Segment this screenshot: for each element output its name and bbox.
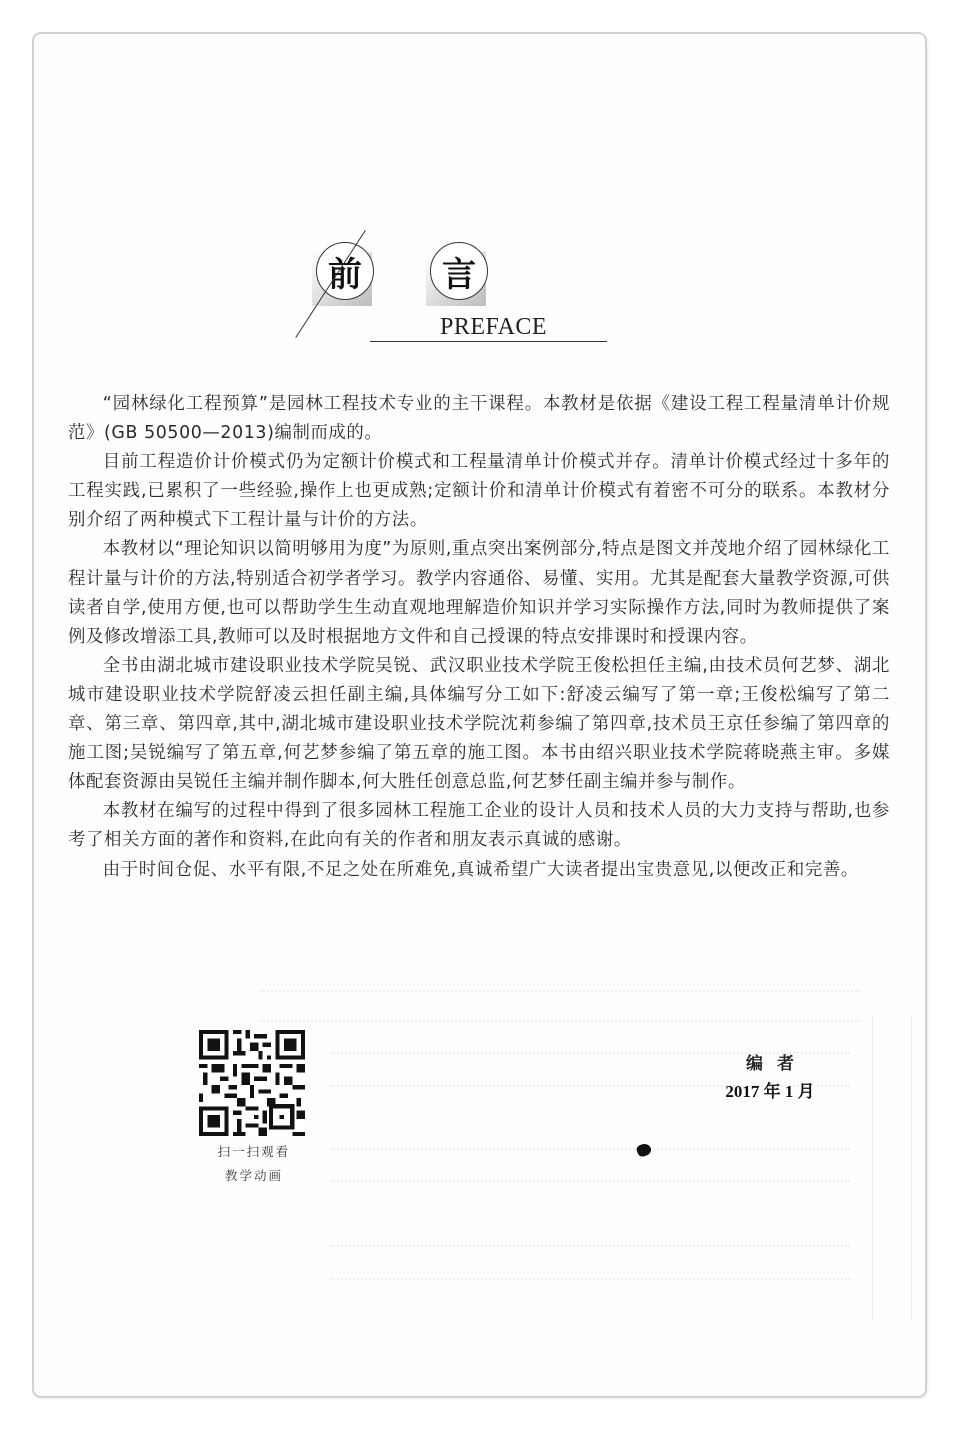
qr-caption-line-1: 扫一扫观看 — [217, 1144, 291, 1159]
signature-block — [705, 1050, 835, 1106]
preface-title-block — [310, 230, 610, 345]
bleed-through-spine — [872, 1015, 912, 1320]
signature-author: 编者 — [746, 1054, 808, 1074]
paragraph-closing: 由于时间仓促、水平有限,不足之处在所难免,真诚希望广大读者提出宝贵意见,以便改正和完善。 — [102, 859, 859, 880]
paragraph-intro: “园林绿化工程预算”是园林工程技术专业的主干课程。本教材是依据《建设工程工程量清单计价规范》(GB 50500—2013)编制而成的。 — [68, 394, 890, 444]
title-char-qian: 前 — [316, 242, 374, 300]
bleed-through-dots — [330, 1278, 850, 1280]
paragraph-acknowledgements: 本教材在编写的过程中得到了很多园林工程施工企业的设计人员和技术人员的大力支持与帮助,也参考了相关方面的著作和资料,在此向有关的作者和朋友表示真诚的感谢。 — [68, 801, 890, 851]
title-char-yan: 言 — [430, 242, 488, 300]
title-underline — [370, 341, 607, 342]
preface-english-title: PREFACE — [440, 314, 548, 340]
qr-caption — [195, 1140, 313, 1188]
paragraph-authors: 全书由湖北城市建设职业技术学院吴锐、武汉职业技术学院王俊松担任主编,由技术员何艺梦、湖北城市建设职业技术学院舒凌云担任副主编,具体编写分工如下:舒凌云编写了第一章;王俊松编写了第二章、第三章、第四章,其中,湖北城市建设职业技术学院沈莉参编了第四章,技术员王京任参编了第四章的施工图;吴锐编写了第五章,何艺梦参编了第五章的施工图。本书由绍兴职业技术学院蒋晓燕主审。多媒体配套资源由吴锐任主编并制作脚本,何大胜任创意总监,何艺梦任副主编并参与制作。 — [68, 655, 890, 793]
bleed-through-dots — [260, 1020, 860, 1022]
qr-code-icon[interactable] — [199, 1030, 305, 1136]
qr-block — [195, 1030, 313, 1188]
signature-date: 2017 年 1 月 — [725, 1082, 815, 1101]
bleed-through-dots — [330, 1148, 850, 1150]
qr-caption-line-2: 教学动画 — [224, 1168, 283, 1183]
preface-body — [68, 390, 890, 885]
bleed-through-dots — [330, 1180, 850, 1182]
bleed-through-dots — [260, 990, 860, 992]
bleed-through-dots — [330, 1245, 850, 1247]
paragraph-features: 本教材以“理论知识以简明够用为度”为原则,重点突出案例部分,特点是图文并茂地介绍了园林绿化工程计量与计价的方法,特别适合初学者学习。教学内容通俗、易懂、实用。尤其是配套大量教学资源,可供读者自学,使用方便,也可以帮助学生生动直观地理解造价知识并学习实际操作方法,同时为教师提供了案例及修改增添工具,教师可以及时根据地方文件和自己授课的特点安排课时和授课内容。 — [68, 539, 890, 647]
paragraph-pricing-modes: 目前工程造价计价模式仍为定额计价模式和工程量清单计价模式并存。清单计价模式经过十多年的工程实践,已累积了一些经验,操作上也更成熟;定额计价和清单计价模式有着密不可分的联系。本教材分别介绍了两种模式下工程计量与计价的方法。 — [68, 452, 890, 531]
